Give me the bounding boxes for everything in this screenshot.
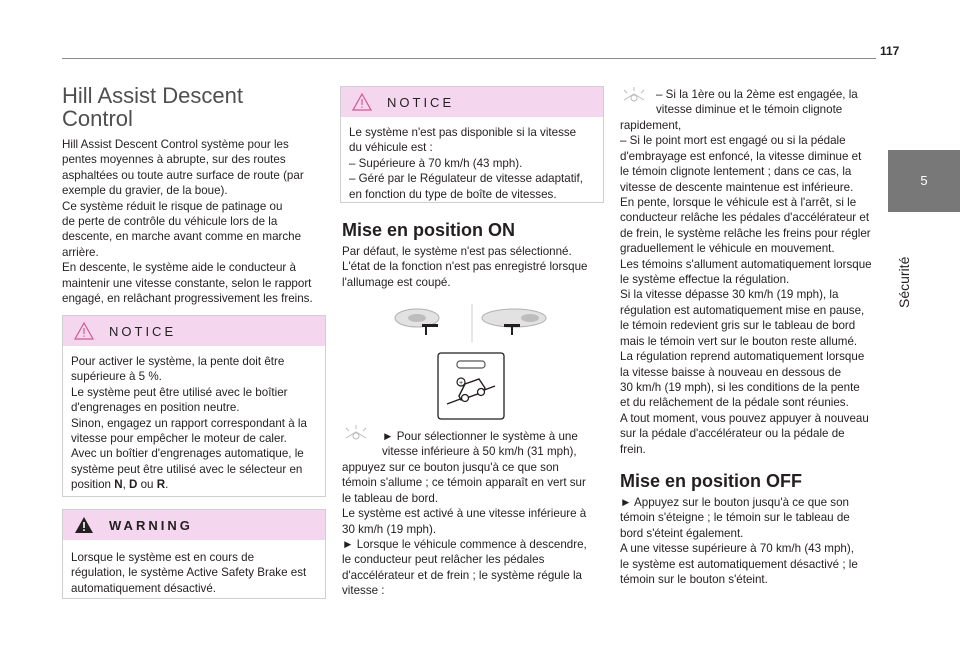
text-line: Sinon, engagez un rapport correspondant à la [71,416,307,430]
text-line: le témoin clignote lentement ; dans ce cas, la [620,165,852,179]
indicator-light-icon [620,86,650,106]
text-line: d'embrayage est enfoncé, la vitesse diminue et [620,149,862,163]
text-line: le conducteur peut relâcher les pédales [342,553,545,567]
text-line: pentes moyennes à abrupte, sur des routes [62,153,286,167]
steering-wheel-icon [482,309,546,335]
notice-box-availability [340,86,604,203]
text-line: la vitesse baisse à nouveau en dessous de [620,365,842,379]
text-line: témoin sur le bouton s'éteint. [620,573,768,587]
text-line: A tout moment, vous pouvez appuyer à nouveau [620,411,869,425]
on-section-intro [342,244,608,290]
text-line: descente, en marche avant comme en marche [62,230,302,244]
text-line: vitesse diminue et le témoin clignote [656,103,843,117]
text-line: Hill Assist Descent Control système pour les [62,138,289,151]
text-line: – Si la 1ère ou la 2ème est engagée, la [656,88,858,101]
text-line: arrière. [62,245,99,259]
text-line: Le système est activé à une vitesse inférieure à [342,507,587,521]
text-line: régulation, le système Active Safety Brake est [71,566,307,580]
on-instruction-body [342,460,608,599]
section-title-line-2: Control [62,106,133,131]
text-line: ► Lorsque le véhicule commence à descendre, [342,538,587,552]
text-line: Avec un boîtier d'engrenages automatique, le [71,447,304,461]
text-line: En pente, lorsque le véhicule est à l'arrêt, si le [620,196,857,210]
text-line: – Si le point mort est engagé ou si la pédale [620,134,846,148]
chapter-label [886,218,926,318]
text-line: – Supérieure à 70 km/h (43 mph). [349,156,523,170]
text-line: supérieure à 5 %. [71,370,162,384]
text-line: conducteur relâche les pédales d'accélérateur et [620,211,870,225]
text-line: témoin s'éteigne ; le témoin sur le tableau de [620,511,850,525]
chapter-label-text: Sécurité [896,256,912,308]
text-line: vitesse inférieure à 50 km/h (31 mph), [382,445,577,459]
text-line: Ce système réduit le risque de patinage ou [62,199,283,213]
text-line: automatiquement désactivé. [71,581,217,595]
warning-header [63,510,325,540]
text-line: appuyez sur ce bouton jusqu'à ce que son [342,461,559,474]
warning-triangle-icon [74,516,94,534]
text-line: du véhicule est : [349,141,433,155]
text-line: le tableau de bord. [342,491,439,505]
descent-speed-body [620,118,886,457]
text-line: ► Pour sélectionner le système à une [382,430,578,443]
warning-triangle-icon [74,322,94,340]
text-line: engagé, en relâchant progressivement les freins. [62,292,313,306]
text-line: sur la pédale d'accélérateur ou la pédale de [620,427,845,441]
text-line: témoin s'allume ; ce témoin apparaît en vert sur [342,476,586,490]
text-line: de perte de contrôle du véhicule lors de la [62,215,278,229]
hill-descent-button[interactable] [437,352,505,420]
chapter-tab[interactable]: 5 [888,150,960,212]
notice-body [341,117,603,210]
text-line: système peut être utilisé avec le sélecteur en [71,462,303,476]
intro-text [62,137,332,306]
text-line: Les témoins s'allument automatiquement lorsque [620,257,872,271]
text-line: L'état de la fonction n'est pas enregistré lorsque [342,260,588,274]
warning-triangle-icon [352,93,372,111]
text-line: frein. [620,442,646,456]
text-line: et du relâchement de la pédale sont réunies. [620,396,849,410]
text-line: d'engrenages en position neutre. [71,401,240,415]
svg-text:+: + [459,380,464,387]
text-line: graduellement le véhicule en mouvement. [620,242,835,256]
text-line-gear-positions: position N, D ou R. [71,478,169,492]
section-title [62,84,328,130]
warning-body [63,540,325,604]
text-line: mais le témoin vert sur le bouton reste allumé. [620,334,858,348]
text-line: 30 km/h (19 mph), si les conditions de la pente [620,380,860,394]
text-line: Le système n'est pas disponible si la vitesse [349,126,577,139]
notice-body [63,346,325,501]
warning-title: WARNING [109,518,193,533]
text-line: le système est automatiquement désactivé ; le [620,557,858,571]
text-line: d'accélérateur et de frein ; le système régule la [342,568,583,582]
text-line: – Géré par le Régulateur de vitesse adaptatif, [349,172,583,186]
page-number: 117 [880,44,900,58]
text-line: le système effectue la régulation. [620,273,790,287]
on-section-heading: Mise en position ON [342,220,516,240]
notice-title: NOTICE [387,95,455,110]
on-instruction-start [382,429,608,460]
text-line: La régulation reprend automatiquement lorsque [620,350,865,364]
text-line: de frein, le système relâche les freins pour régler [620,226,871,240]
text-line: Lorsque le système est en cours de [71,551,255,564]
header-rule [62,58,876,59]
text-line: ► Appuyez sur le bouton jusqu'à ce que son [620,496,849,509]
text-line: exemple du gravier, de la boue). [62,184,228,198]
text-line: le témoin redevient gris sur le tableau de bord [620,319,856,333]
warning-box [62,509,326,599]
notice-header [63,316,325,346]
text-line: vitesse pour empêcher le moteur de caler. [71,432,287,446]
text-line: Le système peut être utilisé avec le boîtier [71,385,288,399]
text-line: Pour activer le système, la pente doit être [71,355,285,368]
indicator-light-icon [342,424,372,444]
off-section-heading: Mise en position OFF [620,471,803,491]
text-line: vitesse : [342,584,385,598]
text-line: maintenir une vitesse constante, selon le rapport [62,276,312,290]
text-line: en fonction du type de boîte de vitesses. [349,187,557,201]
off-section-body [620,495,886,587]
steering-wheel-icon [395,309,439,335]
text-line: 30 km/h (19 mph). [342,522,437,536]
notice-header [341,87,603,117]
text-line: A une vitesse supérieure à 70 km/h (43 mph), [620,542,854,556]
notice-title: NOTICE [109,324,177,339]
descent-speed-start [656,87,880,118]
text-line: régulation est automatiquement mise en pause, [620,303,865,317]
steering-wheel-illustration [392,302,552,344]
text-line: bord s'éteint également. [620,526,744,540]
section-title-line-1: Hill Assist Descent [62,83,243,108]
notice-box [62,315,326,497]
text-line: En descente, le système aide le conducteur à [62,261,296,275]
text-line: Par défaut, le système n'est pas sélectionné. [342,245,572,258]
text-line: rapidement, [620,119,682,132]
text-line: Si la vitesse dépasse 30 km/h (19 mph), la [620,288,839,302]
text-line: vitesse de descente maintenue est inférieure. [620,180,854,194]
text-line: l'allumage est coupé. [342,275,451,289]
text-line: asphaltées ou toute autre surface de route (par [62,168,304,182]
